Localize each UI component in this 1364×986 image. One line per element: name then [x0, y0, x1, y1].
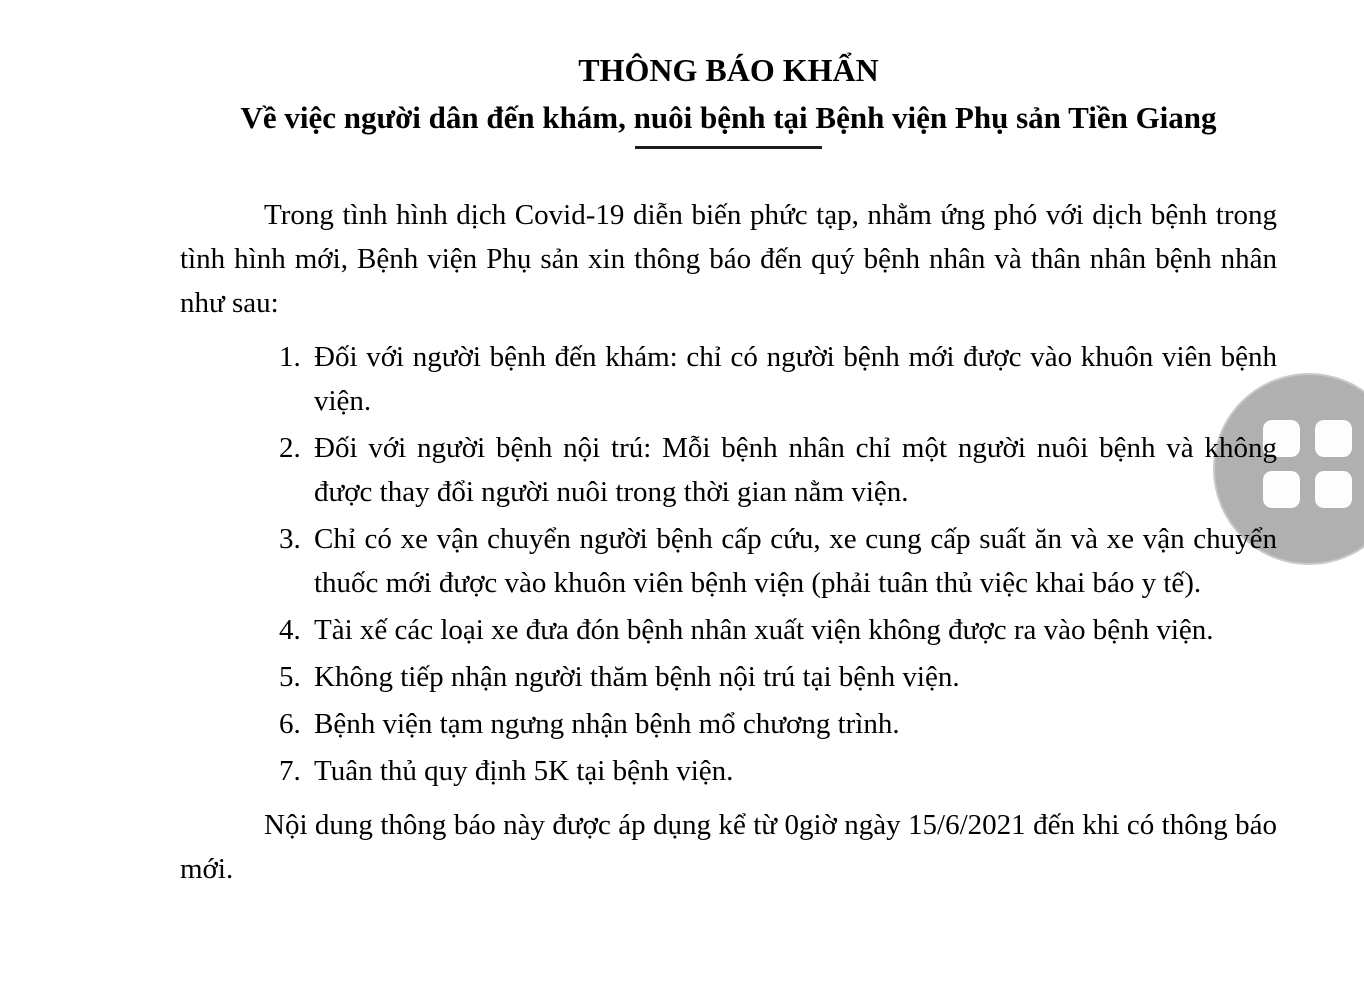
list-item-4: 4. Tài xế các loại xe đưa đón bệnh nhân xuất viện không được ra vào bệnh viện.: [308, 608, 1277, 652]
title-divider: [635, 146, 822, 149]
grid-square: [1315, 471, 1352, 508]
notice-list: [180, 335, 1277, 793]
list-item-3: 3. Chỉ có xe vận chuyển người bệnh cấp cứu, xe cung cấp suất ăn và xe vận chuyển thuốc mới được vào khuôn viên bệnh viện (phải tuân thủ việc khai báo y tế).: [308, 517, 1277, 605]
document-title: THÔNG BÁO KHẨN: [578, 52, 879, 88]
closing-paragraph: Nội dung thông báo này được áp dụng kể từ 0giờ ngày 15/6/2021 đến khi có thông báo mới.: [180, 809, 1277, 885]
list-item-7: 7. Tuân thủ quy định 5K tại bệnh viện.: [308, 749, 1277, 793]
list-item-2: 2. Đối với người bệnh nội trú: Mỗi bệnh nhân chỉ một người nuôi bệnh và không được thay đổi người nuôi trong thời gian nằm viện.: [308, 426, 1277, 514]
list-item-1: 1. Đối với người bệnh đến khám: chỉ có người bệnh mới được vào khuôn viên bệnh viện.: [308, 335, 1277, 423]
notice-document: [180, 0, 1277, 891]
list-item-5: 5. Không tiếp nhận người thăm bệnh nội trú tại bệnh viện.: [308, 655, 1277, 699]
intro-paragraph: Trong tình hình dịch Covid-19 diễn biến phức tạp, nhằm ứng phó với dịch bệnh trong tình hình mới, Bệnh viện Phụ sản xin thông báo đến quý bệnh nhân và thân nhân bệnh nhân như sau:: [180, 199, 1277, 319]
grid-square: [1315, 420, 1352, 457]
document-subtitle: Về việc người dân đến khám, nuôi bệnh tại Bệnh viện Phụ sản Tiền Giang: [240, 100, 1217, 135]
list-item-6: 6. Bệnh viện tạm ngưng nhận bệnh mổ chương trình.: [308, 702, 1277, 746]
